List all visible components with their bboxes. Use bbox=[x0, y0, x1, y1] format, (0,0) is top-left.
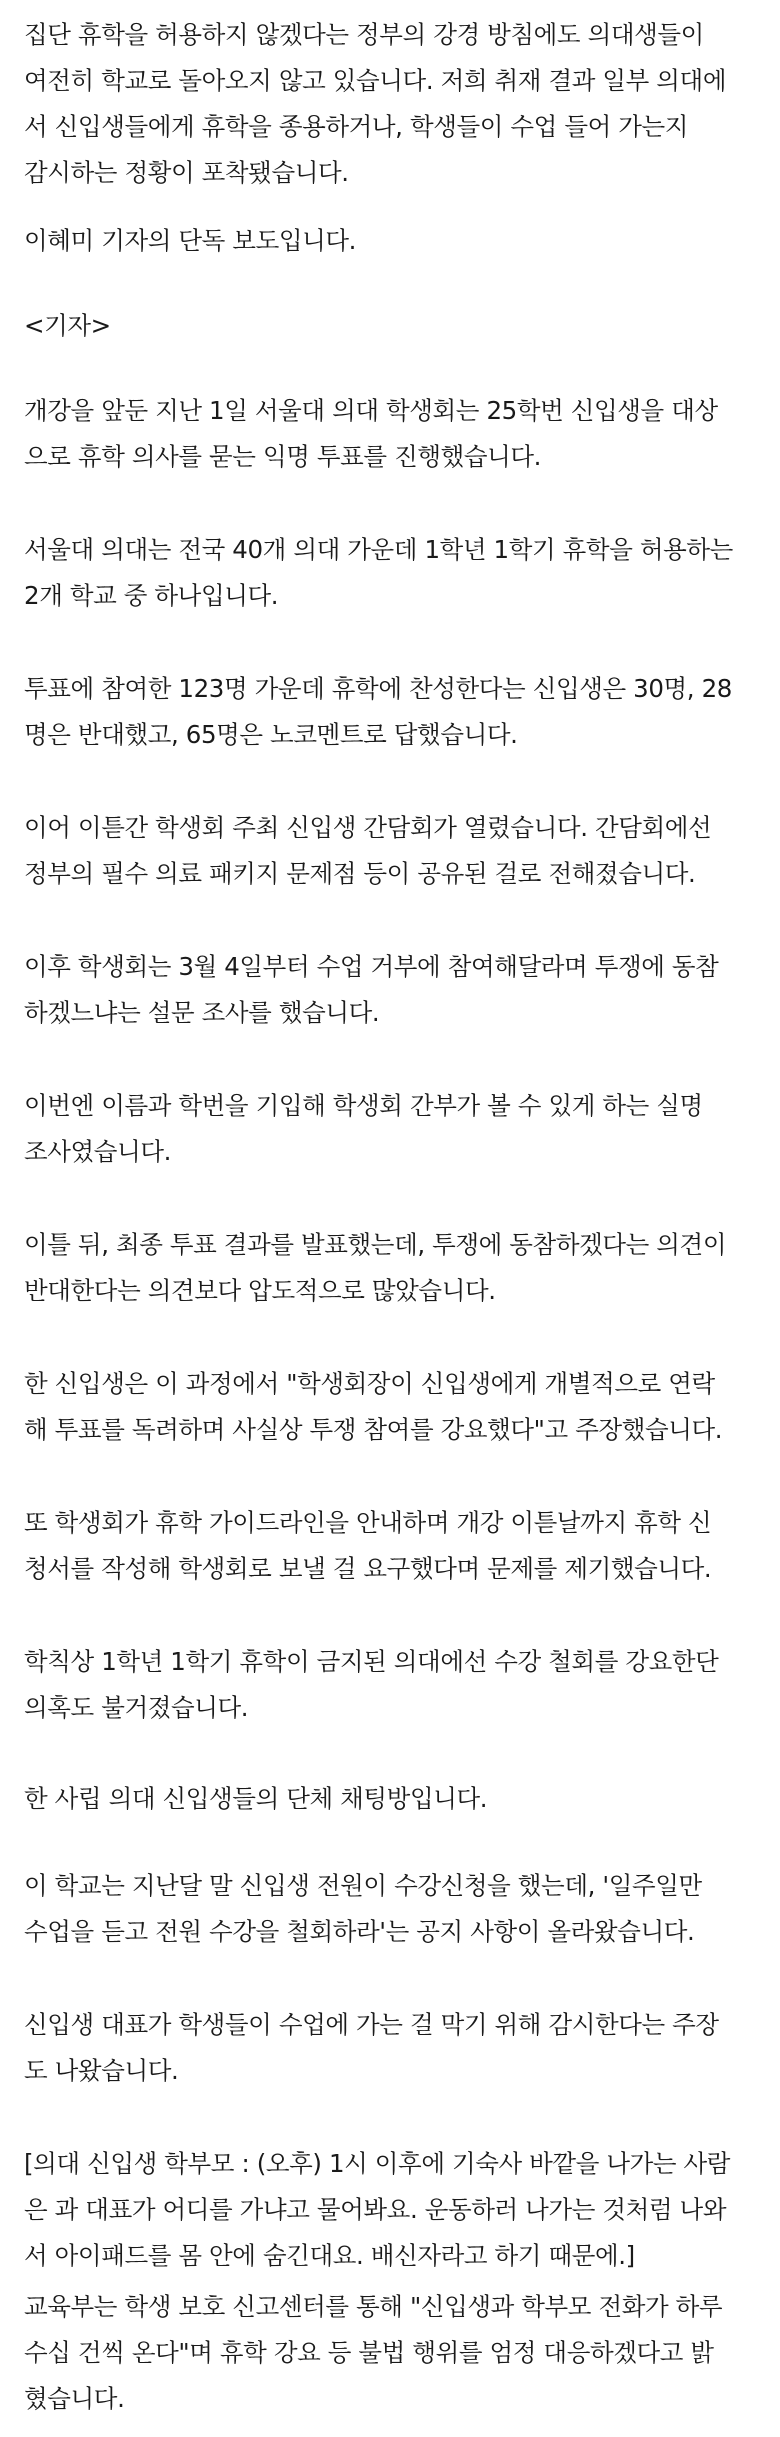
text-line: 또 학생회가 휴학 가이드라인을 안내하며 개강 이튿날까지 휴학 신 bbox=[24, 1508, 712, 1537]
text-line: 감시하는 정황이 포착됐습니다. bbox=[24, 158, 349, 187]
text-line: 서 아이패드를 몸 안에 숨긴대요. 배신자라고 하기 때문에.] bbox=[24, 2241, 635, 2270]
text-line: 이틀 뒤, 최종 투표 결과를 발표했는데, 투쟁에 동참하겠다는 의견이 bbox=[24, 1230, 727, 1259]
text-line: 학칙상 1학년 1학기 휴학이 금지된 의대에선 수강 철회를 강요한단 bbox=[24, 1647, 719, 1676]
text-line: 투표에 참여한 123명 가운데 휴학에 찬성한다는 신입생은 30명, 28 bbox=[24, 674, 732, 703]
paragraph bbox=[24, 805, 764, 897]
paragraph bbox=[24, 527, 764, 619]
text-line: 조사였습니다. bbox=[24, 1137, 171, 1166]
text-line: 신입생 대표가 학생들이 수업에 가는 걸 막기 위해 감시한다는 주장 bbox=[24, 2010, 719, 2039]
paragraph bbox=[24, 2002, 764, 2094]
text-line: 수업을 듣고 전원 수강을 철회하라'는 공지 사항이 올라왔습니다. bbox=[24, 1917, 695, 1946]
text-line: 도 나왔습니다. bbox=[24, 2056, 179, 2085]
text-line: 교육부는 학생 보호 신고센터를 통해 "신입생과 학부모 전화가 하루 bbox=[24, 2292, 723, 2321]
text-line: 집단 휴학을 허용하지 않겠다는 정부의 강경 방침에도 의대생들이 bbox=[24, 20, 704, 49]
text-line: 정부의 필수 의료 패키지 문제점 등이 공유된 걸로 전해졌습니다. bbox=[24, 859, 696, 888]
text-line: [의대 신입생 학부모 : (오후) 1시 이후에 기숙사 바깥을 나가는 사람 bbox=[24, 2149, 731, 2178]
paragraph bbox=[24, 1639, 764, 1731]
text-line: 반대한다는 의견보다 압도적으로 많았습니다. bbox=[24, 1276, 496, 1305]
paragraph-quote bbox=[24, 2141, 764, 2279]
paragraph bbox=[24, 388, 764, 480]
paragraph bbox=[24, 1222, 764, 1314]
paragraph-lead bbox=[24, 12, 764, 196]
text-line: <기자> bbox=[24, 311, 111, 340]
text-line: 의혹도 불거졌습니다. bbox=[24, 1693, 249, 1722]
text-line: 한 신입생은 이 과정에서 "학생회장이 신입생에게 개별적으로 연락 bbox=[24, 1369, 715, 1398]
paragraph bbox=[24, 1083, 764, 1175]
paragraph bbox=[24, 666, 764, 758]
text-line: 2개 학교 중 하나입니다. bbox=[24, 581, 279, 610]
text-line: 하겠느냐는 설문 조사를 했습니다. bbox=[24, 998, 380, 1027]
text-line: 해 투표를 독려하며 사실상 투쟁 참여를 강요했다"고 주장했습니다. bbox=[24, 1415, 723, 1444]
text-line: 이혜미 기자의 단독 보도입니다. bbox=[24, 226, 357, 255]
paragraph bbox=[24, 1863, 764, 1955]
paragraph bbox=[24, 1500, 764, 1592]
text-line: 청서를 작성해 학생회로 보낼 걸 요구했다며 문제를 제기했습니다. bbox=[24, 1554, 712, 1583]
paragraph bbox=[24, 1776, 764, 1822]
text-line: 개강을 앞둔 지난 1일 서울대 의대 학생회는 25학번 신입생을 대상 bbox=[24, 396, 718, 425]
text-line: 이후 학생회는 3월 4일부터 수업 거부에 참여해달라며 투쟁에 동참 bbox=[24, 952, 719, 981]
paragraph-byline bbox=[24, 218, 764, 264]
text-line: 한 사립 의대 신입생들의 단체 채팅방입니다. bbox=[24, 1784, 488, 1813]
text-line: 이어 이튿간 학생회 주최 신입생 간담회가 열렸습니다. 간담회에선 bbox=[24, 813, 712, 842]
paragraph bbox=[24, 2284, 764, 2422]
text-line: 수십 건씩 온다"며 휴학 강요 등 불법 행위를 엄정 대응하겠다고 밝 bbox=[24, 2338, 714, 2367]
text-line: 은 과 대표가 어디를 가냐고 물어봐요. 운동하러 나가는 것처럼 나와 bbox=[24, 2195, 727, 2224]
text-line: 혔습니다. bbox=[24, 2384, 125, 2413]
text-line: 여전히 학교로 돌아오지 않고 있습니다. 저희 취재 결과 일부 의대에 bbox=[24, 66, 727, 95]
text-line: 명은 반대했고, 65명은 노코멘트로 답했습니다. bbox=[24, 720, 518, 749]
text-line: 으로 휴학 의사를 묻는 익명 투표를 진행했습니다. bbox=[24, 442, 542, 471]
paragraph bbox=[24, 944, 764, 1036]
paragraph bbox=[24, 1361, 764, 1453]
text-line: 이번엔 이름과 학번을 기입해 학생회 간부가 볼 수 있게 하는 실명 bbox=[24, 1091, 703, 1120]
text-line: 서 신입생들에게 휴학을 종용하거나, 학생들이 수업 들어 가는지 bbox=[24, 112, 689, 141]
text-line: 이 학교는 지난달 말 신입생 전원이 수강신청을 했는데, '일주일만 bbox=[24, 1871, 702, 1900]
paragraph-reporter-tag bbox=[24, 303, 764, 349]
text-line: 서울대 의대는 전국 40개 의대 가운데 1학년 1학기 휴학을 허용하는 bbox=[24, 535, 733, 564]
